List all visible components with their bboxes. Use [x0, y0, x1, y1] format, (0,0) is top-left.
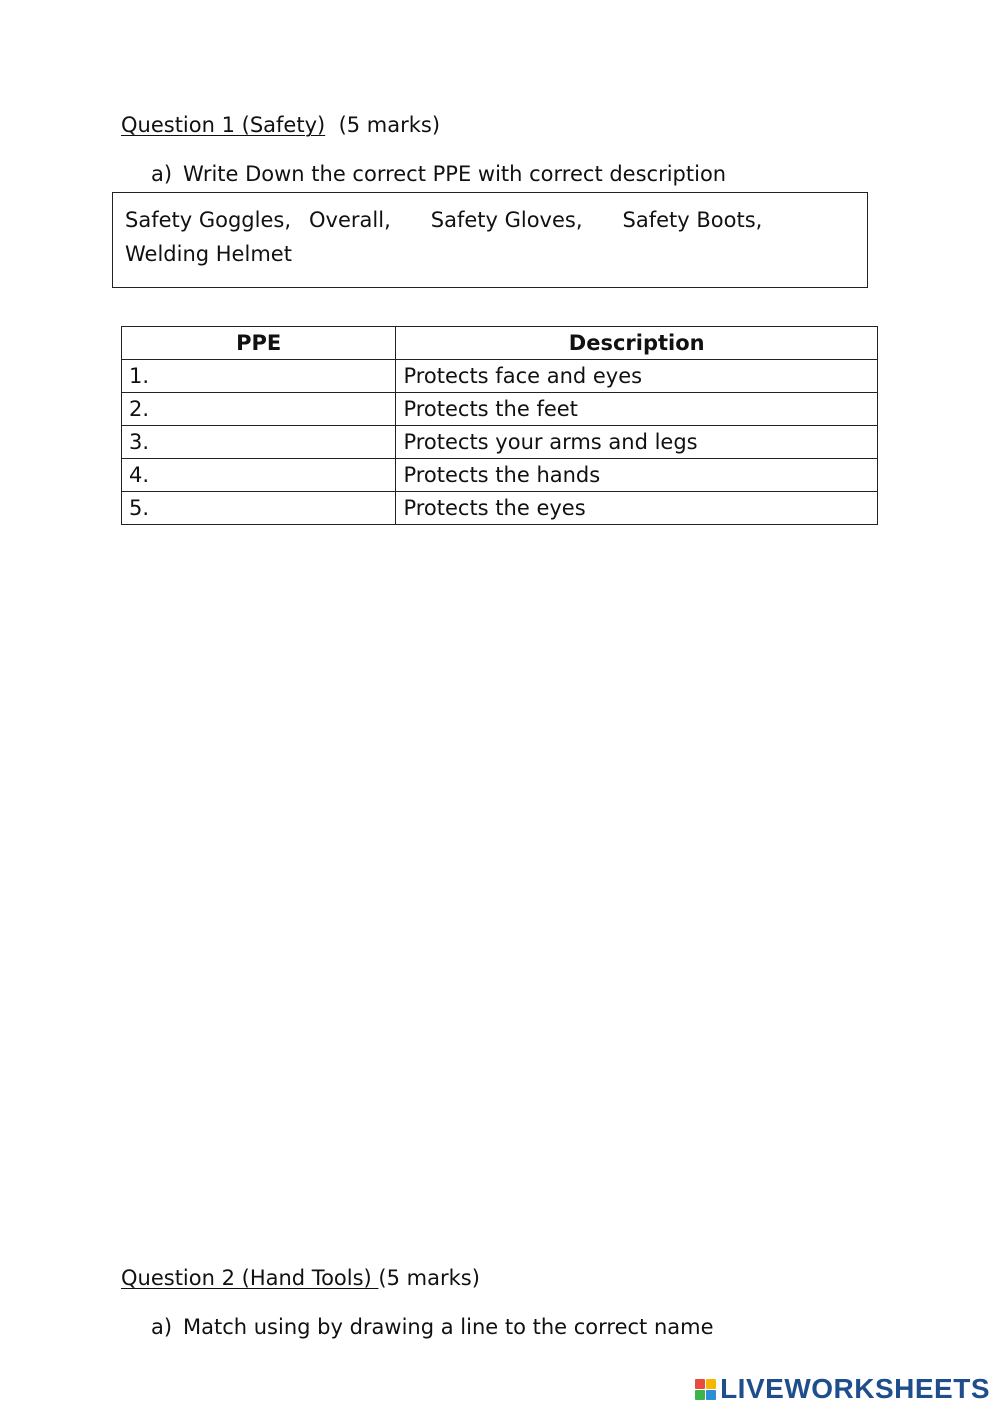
word-bank-item: Welding Helmet [125, 242, 292, 266]
description-cell: Protects the feet [396, 393, 878, 426]
logo-text: LIVEWORKSHEETS [720, 1373, 990, 1404]
ppe-table [121, 326, 878, 525]
description-cell: Protects your arms and legs [396, 426, 878, 459]
question-1-title: Question 1 (Safety) [121, 113, 326, 137]
logo-mark-tile [695, 1390, 705, 1400]
logo-mark-tile [695, 1379, 705, 1389]
question-1-part-a [151, 161, 726, 187]
ppe-answer-cell[interactable]: 5. [122, 492, 396, 525]
ppe-answer-cell[interactable]: 4. [122, 459, 396, 492]
word-bank [112, 192, 868, 288]
part-a-letter: a) [151, 162, 173, 186]
table-row [122, 360, 878, 393]
table-row [122, 459, 878, 492]
logo-mark-icon [695, 1379, 716, 1400]
part-a-letter: a) [151, 1315, 173, 1339]
word-bank-item: Safety Gloves, [430, 208, 583, 232]
table-row [122, 426, 878, 459]
question-1-marks: (5 marks) [338, 113, 441, 137]
ppe-answer-cell[interactable]: 2. [122, 393, 396, 426]
question-1-heading [121, 112, 440, 138]
description-cell: Protects the hands [396, 459, 878, 492]
part-a-instruction: Write Down the correct PPE with correct description [183, 162, 727, 186]
word-bank-item: Safety Boots, [622, 208, 763, 232]
logo-mark-tile [706, 1379, 716, 1389]
word-bank-item: Overall, [309, 208, 391, 232]
ppe-answer-cell[interactable]: 1. [122, 360, 396, 393]
question-2-part-a [151, 1314, 714, 1340]
header-ppe: PPE [122, 327, 396, 360]
question-2-marks: (5 marks) [378, 1266, 480, 1290]
question-2-title: Question 2 (Hand Tools) [121, 1266, 379, 1290]
description-cell: Protects face and eyes [396, 360, 878, 393]
table-row [122, 393, 878, 426]
word-bank-row [125, 237, 855, 271]
word-bank-item: Safety Goggles, [125, 208, 292, 232]
ppe-answer-cell[interactable]: 3. [122, 426, 396, 459]
liveworksheets-logo [695, 1373, 990, 1405]
table-row [122, 492, 878, 525]
question-2-heading [121, 1265, 480, 1291]
logo-mark-tile [706, 1390, 716, 1400]
part-a-instruction: Match using by drawing a line to the correct name [183, 1315, 714, 1339]
description-cell: Protects the eyes [396, 492, 878, 525]
word-bank-row [125, 203, 855, 237]
header-description: Description [396, 327, 878, 360]
table-header-row [122, 327, 878, 360]
